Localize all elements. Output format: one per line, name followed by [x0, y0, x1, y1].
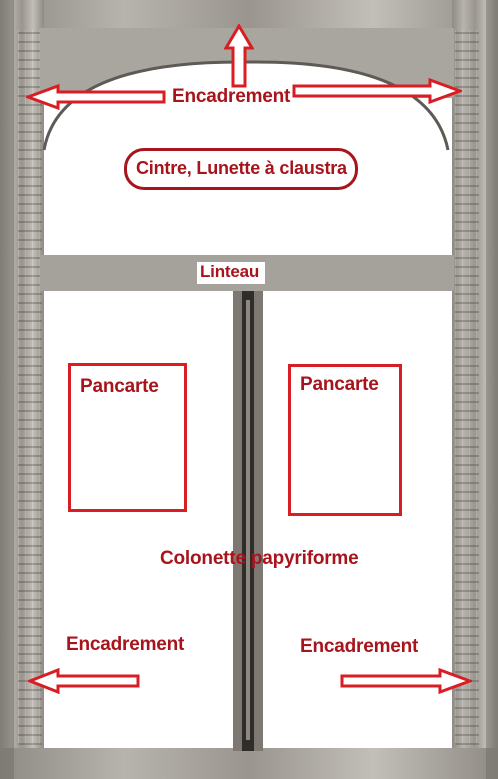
label-column: Colonette papyriforme [160, 548, 359, 569]
label-lintel: Linteau [200, 262, 260, 281]
arrow-left-bottom [28, 668, 140, 694]
arrow-up [224, 24, 254, 88]
label-frame-left: Encadrement [66, 634, 185, 655]
column-core-highlight [246, 300, 250, 740]
arrow-right-top [292, 78, 462, 104]
arrow-right-bottom [340, 668, 472, 694]
arrow-left-top [26, 84, 166, 110]
label-top-frame: Encadrement [172, 86, 291, 107]
label-placard-left: Pancarte [80, 376, 159, 397]
label-arch: Cintre, Lunette à claustra [136, 158, 347, 178]
label-placard-right: Pancarte [300, 374, 379, 395]
label-frame-right: Encadrement [300, 636, 419, 657]
